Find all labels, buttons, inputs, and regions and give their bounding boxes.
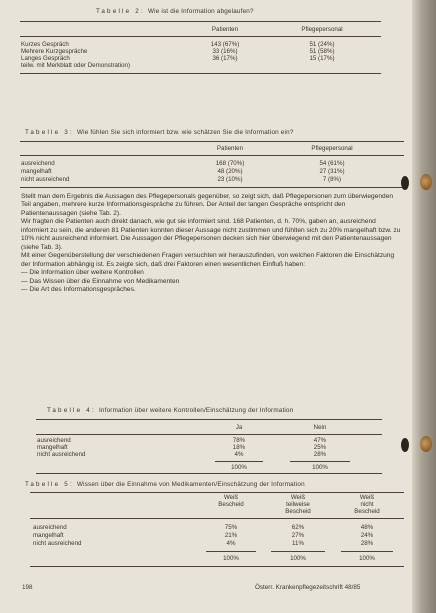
factor-list — [21, 269, 401, 294]
table5-cell: 21% — [224, 532, 238, 539]
table2-row-label: Mehrere Kurzgespräche — [21, 48, 88, 55]
table2-cell: 15 (17%) — [309, 55, 335, 62]
table5-caption — [25, 481, 305, 488]
table5-caption-label: Tabelle 5: — [25, 481, 74, 488]
page-edge — [412, 0, 436, 613]
table5-cell: 48% — [360, 524, 374, 531]
table5-sum-rule — [206, 551, 256, 552]
table4-cell: 78% — [232, 437, 246, 444]
binding-hole — [401, 438, 409, 452]
table3-cell: 23 (10%) — [217, 176, 243, 183]
table5-total: 100% — [223, 555, 239, 562]
table3-cell: 48 (20%) — [217, 168, 243, 175]
table4-sum-rule — [290, 461, 350, 462]
journal-name: Österr. Krankenpflegezeitschrift 48/85 — [255, 584, 361, 591]
list-item: — Die Art des Informationsgespräches. — [21, 285, 136, 293]
table5-cell: 4% — [226, 540, 236, 547]
table5-total: 100% — [359, 555, 375, 562]
table2-rule-top — [20, 21, 381, 22]
punch-mark — [420, 174, 432, 190]
table4-row-label: ausreichend — [37, 437, 71, 444]
table5-header-line: Bescheid — [354, 508, 380, 515]
table3-header-staff: Pflegepersonal — [311, 145, 353, 152]
table5-cell: 75% — [224, 524, 238, 531]
punch-mark — [420, 436, 432, 452]
table4-row-label: nicht ausreichend — [37, 451, 86, 458]
table2-rule-bottom — [20, 73, 381, 74]
body-paragraph-3: Mit einer Gegenüberstellung der verschiedenen Fragen versuchten wir herauszufinden, von welchen Faktoren die Einschätzung der Information abhängig ist. Es zeigte sich, daß drei Faktoren einen wesentlichen Einfluß haben: — [21, 252, 395, 268]
table5-cell: 11% — [292, 540, 304, 547]
table2-header-patients: Patienten — [211, 26, 239, 33]
table4-caption — [47, 407, 293, 414]
table4-total: 100% — [231, 464, 247, 471]
table5-row-label: nicht ausreichend — [33, 540, 82, 547]
table2-cell: 51 (58%) — [309, 48, 335, 55]
table5-header-line: Weiß — [223, 494, 239, 501]
table2-cell: 33 (16%) — [212, 48, 238, 55]
binding-hole — [401, 176, 409, 190]
table2-caption-label: Tabelle 2: — [96, 8, 145, 15]
table5-cell: 28% — [360, 540, 374, 547]
table2-row-label: Kurzes Gespräch — [21, 41, 69, 48]
table5-header-line: nicht — [360, 501, 374, 508]
table3-cell: 7 (8%) — [322, 176, 342, 183]
table3-caption — [25, 129, 294, 136]
table2-cell: 36 (17%) — [212, 55, 238, 62]
table2-caption — [96, 8, 254, 15]
body-paragraph-2: Wir fragten die Patienten auch direkt danach, wie gut sie informiert sind. 168 Patienten, d. h. 70%, gaben an, ausreichend informiert zu sein, die anderen 81 Patienten konnten dieser Aussage nicht zustimmen und fühlten sich zu 20% mangelhaft bzw. zu 10% nicht ausreichend informiert. Die Aussagen der Pflegepersonen decken sich hier überwiegend mit den Patientenaussagen (siehe Tab. 3). — [21, 218, 401, 251]
table3-caption-label: Tabelle 3: — [25, 129, 74, 136]
table4-cell: 4% — [234, 451, 244, 458]
table5-header-line: Bescheid — [285, 508, 311, 515]
table2-cell: 143 (67%) — [210, 41, 240, 48]
list-item: — Das Wissen über die Einnahme von Medikamenten — [21, 277, 180, 285]
list-item: — Die Information über weitere Kontrollen — [21, 269, 144, 277]
table5-sum-rule — [341, 551, 393, 552]
table4-cell: 18% — [232, 444, 246, 451]
table5-cell: 62% — [291, 524, 305, 531]
table3-cell: 27 (31%) — [319, 168, 345, 175]
table2-rule-mid — [20, 36, 381, 37]
table5-header-line: Weiß — [290, 494, 306, 501]
table3-cell: 168 (70%) — [215, 160, 245, 167]
table3-row-label: ausreichend — [21, 160, 55, 167]
table3-row-label: nicht ausreichend — [21, 176, 70, 183]
table4-caption-label: Tabelle 4: — [47, 407, 96, 414]
table4-rule-mid — [36, 434, 382, 435]
table5-header-line: teilweise — [286, 501, 310, 508]
table5-caption-text: Wissen über die Einnahme von Medikamenten/Einschätzung der Information — [76, 481, 305, 488]
page-number: 198 — [22, 584, 33, 591]
body-text — [21, 193, 401, 294]
table4-caption-text: Information über weitere Kontrollen/Einschätzung der Information — [98, 407, 294, 414]
table4-cell: 28% — [313, 451, 327, 458]
table3-rule-mid — [20, 155, 404, 156]
table5-cell: 27% — [291, 532, 305, 539]
table4-rule-top — [36, 419, 382, 420]
table3-cell: 54 (61%) — [319, 160, 345, 167]
table5-total: 100% — [290, 555, 306, 562]
table4-header-no: Nein — [313, 424, 327, 431]
table5-rule-bottom — [30, 566, 404, 567]
table4-rule-bottom — [36, 473, 382, 474]
table5-rule-mid — [30, 518, 404, 519]
table5-sum-rule — [271, 551, 325, 552]
table4-row-label: mangelhaft — [37, 444, 68, 451]
table2-header-staff: Pflegepersonal — [301, 26, 343, 33]
table4-header-yes: Ja — [235, 424, 243, 431]
table4-cell: 25% — [313, 444, 327, 451]
table3-row-label: mangelhaft — [21, 168, 52, 175]
table5-cell: 24% — [360, 532, 374, 539]
table3-header-patients: Patienten — [216, 145, 244, 152]
table5-rule-top — [30, 492, 404, 493]
table3-rule-bottom — [20, 187, 404, 188]
table4-cell: 47% — [313, 437, 327, 444]
table3-caption-text: Wie fühlen Sie sich informiert bzw. wie schätzen Sie die Information ein? — [76, 129, 294, 136]
table2-row-label: Langes Gespräch — [21, 55, 70, 62]
table2-caption-text: Wie ist die Information abgelaufen? — [147, 8, 254, 15]
table2-row-label: teilw. mit Merkblatt oder Demonstration) — [21, 62, 131, 69]
table3-rule-top — [20, 141, 404, 142]
table5-row-label: mangelhaft — [33, 532, 64, 539]
table5-row-label: ausreichend — [33, 524, 67, 531]
table2-cell: 51 (24%) — [309, 41, 335, 48]
table5-header-line: Weiß — [359, 494, 375, 501]
table4-sum-rule — [215, 461, 263, 462]
body-paragraph-1: Stellt man dem Ergebnis die Aussagen des Pflegepersonals gegenüber, so zeigt sich, daß Pflegepersonen zum überwiegenden Teil angaben, mehrere kurze Informationsgespräche zu führen. Der Anteil der langen Gespräche entspricht den Patientenaussagen (siehe Tab. 2). — [21, 193, 394, 217]
table5-header-line: Bescheid — [218, 501, 244, 508]
table4-total: 100% — [312, 464, 328, 471]
